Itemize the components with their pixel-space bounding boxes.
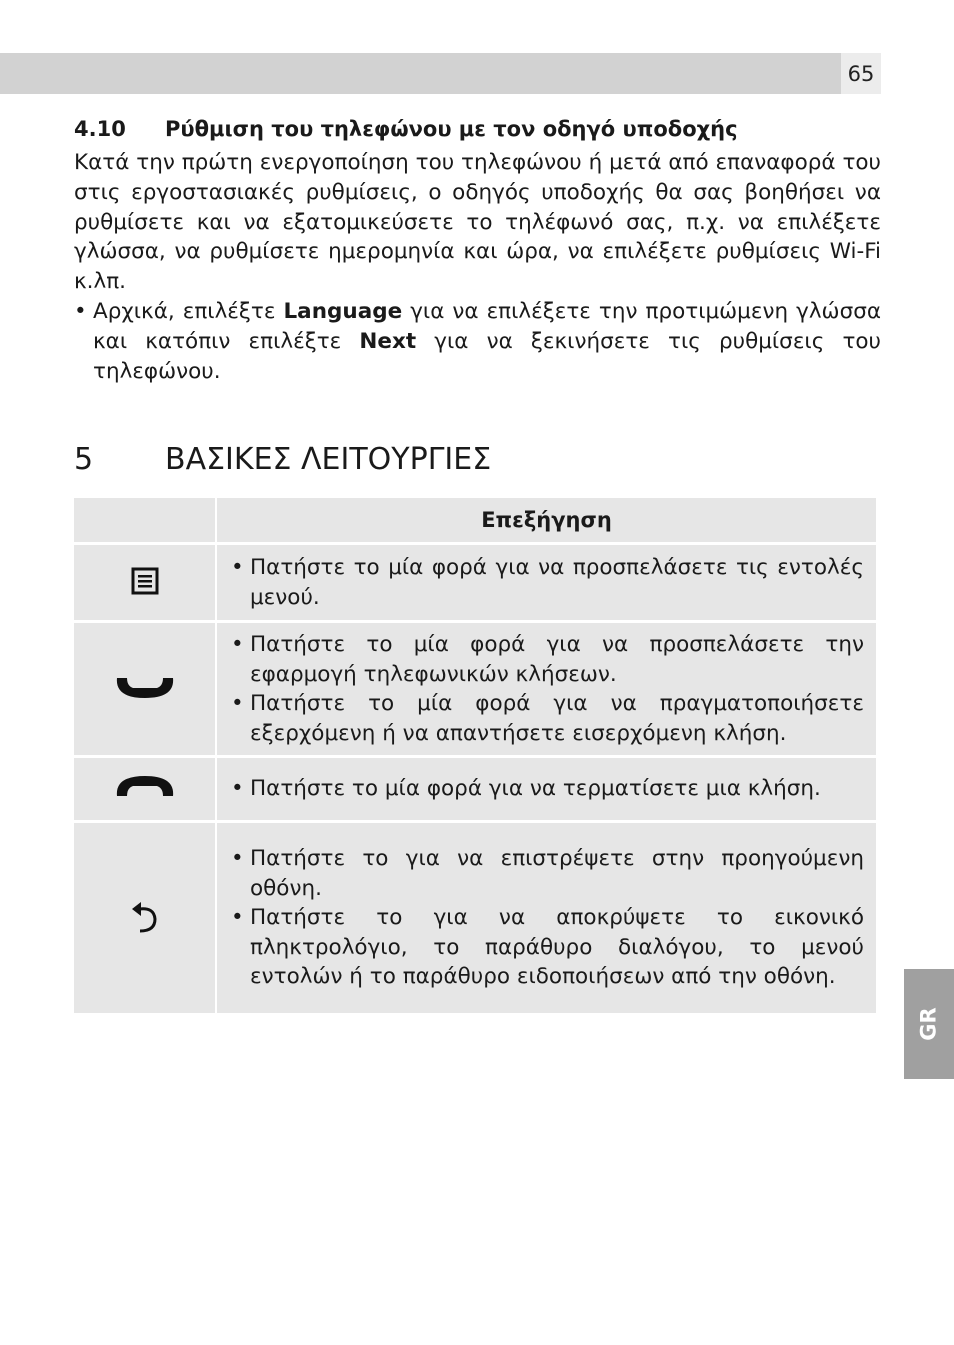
bullet-text — [93, 297, 881, 386]
list-item-text: Πατήστε το μία φορά για να τερματίσετε μια κλήση. — [250, 776, 821, 802]
list-item — [231, 689, 864, 748]
bullet-item — [74, 297, 881, 386]
bullet-part: για να ξεκινήσετε τις ρυθμίσεις του τηλεφώνου. — [93, 328, 881, 384]
list-item-text: Πατήστε το για να επιστρέψετε στην προηγούμενη οθόνη. — [250, 846, 864, 901]
keys-table — [72, 495, 878, 1016]
list-item-text: Πατήστε το για να αποκρύψετε το εικονικό πληκτρολόγιο, το παράθυρο διαλόγου, το μενού εντολών ή το παράθυρο ειδοποιήσεων από την οθόνη. — [250, 905, 864, 990]
list-item — [231, 553, 864, 612]
section-body — [74, 148, 881, 386]
bullet-dot: • — [231, 846, 244, 872]
icon-cell — [74, 623, 215, 755]
icon-cell — [74, 545, 215, 620]
bullet-bold-language: Language — [283, 298, 403, 324]
bullet-dot: • — [231, 691, 244, 716]
table-header-explanation: Επεξήγηση — [217, 498, 876, 542]
table-row — [74, 623, 876, 755]
table-row — [74, 758, 876, 820]
language-tab — [904, 969, 954, 1079]
bullet-dot: • — [74, 298, 87, 324]
desc-cell — [217, 823, 876, 1013]
table-row — [74, 823, 876, 1013]
list-item — [231, 903, 864, 992]
table-header-blank — [74, 498, 215, 542]
call-icon — [113, 672, 177, 702]
icon-cell — [74, 823, 215, 1013]
header-bar — [0, 53, 841, 94]
bullet-part: Αρχικά, επιλέξτε — [93, 298, 284, 324]
language-tab-label: GR — [916, 1007, 941, 1041]
table-header-row — [74, 498, 876, 542]
bullet-part: για να επιλέξετε την προτιμώμενη γλώσσα και κατόπιν επιλέξτε — [93, 298, 881, 354]
menu-icon — [130, 566, 160, 596]
chapter-heading — [74, 440, 881, 480]
list-item — [231, 630, 864, 689]
list-item-text: Πατήστε το μία φορά για να προσπελάσετε τις εντολές μενού. — [250, 555, 864, 610]
section-heading — [74, 114, 881, 144]
table-row — [74, 545, 876, 620]
list-item-text: Πατήστε το μία φορά για να πραγματοποιήσετε εξερχόμενη ή να απαντήσετε εισερχόμενη κλήση. — [250, 691, 864, 746]
desc-cell — [217, 758, 876, 820]
desc-cell — [217, 545, 876, 620]
section-paragraph: Κατά την πρώτη ενεργοποίηση του τηλεφώνου ή μετά από επαναφορά του στις εργοστασιακές ρυθμίσεις, ο οδηγός υποδοχής θα σας βοηθήσει να ρυθμίσετε και να εξατομικεύσετε το τηλέφωνό σας, π.χ. να επιλέξετε γλώσσα, να ρυθμίσετε ημερομηνία και ώρα, να επιλέξετε ρυθμίσεις Wi-Fi κ.λπ. — [74, 150, 881, 295]
bullet-dot: • — [231, 555, 244, 580]
end-call-icon — [113, 772, 177, 802]
chapter-number: 5 — [74, 442, 94, 477]
bullet-bold-next: Next — [359, 328, 417, 354]
section-number: 4.10 — [74, 117, 126, 141]
back-icon — [128, 896, 162, 936]
icon-cell — [74, 758, 215, 820]
list-item-text: Πατήστε το μία φορά για να προσπελάσετε την εφαρμογή τηλεφωνικών κλήσεων. — [250, 632, 864, 687]
page-number: 65 — [841, 53, 881, 94]
section-title: Ρύθμιση του τηλεφώνου με τον οδηγό υποδοχής — [165, 117, 738, 141]
bullet-dot: • — [231, 905, 244, 931]
list-item — [231, 774, 864, 804]
chapter-title: ΒΑΣΙΚΕΣ ΛΕΙΤΟΥΡΓΙΕΣ — [165, 442, 492, 477]
desc-cell — [217, 623, 876, 755]
list-item — [231, 844, 864, 903]
bullet-dot: • — [231, 632, 244, 657]
bullet-dot: • — [231, 776, 244, 802]
